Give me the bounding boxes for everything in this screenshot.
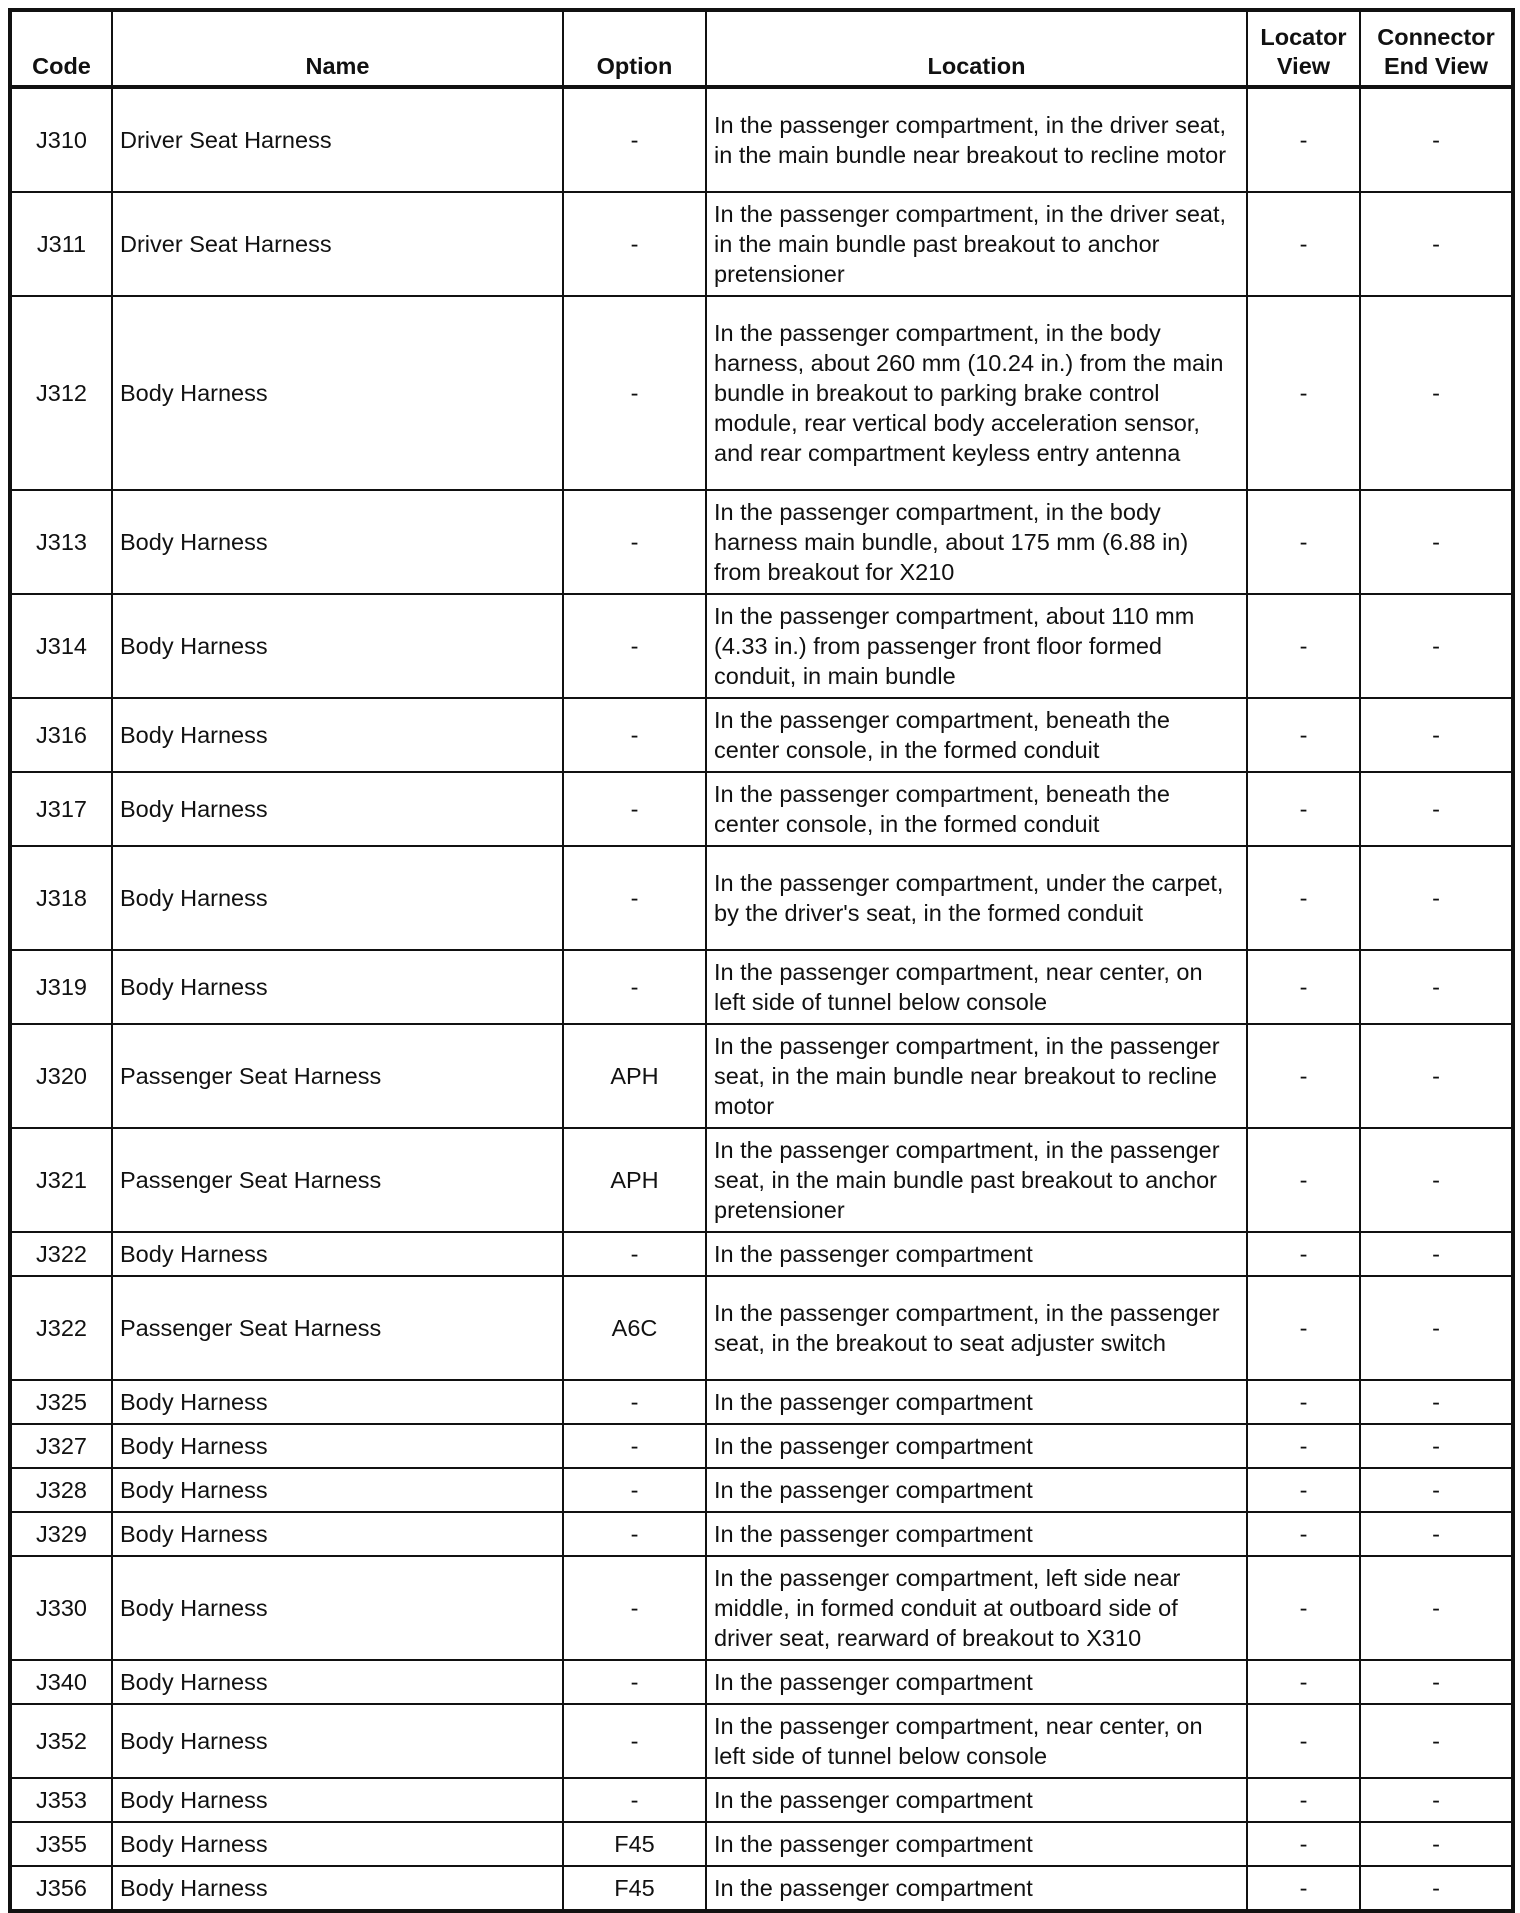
cell-name: Body Harness [112,1778,563,1822]
cell-name: Body Harness [112,594,563,698]
table-row [10,846,1513,950]
cell-connector-end-view: - [1360,594,1513,698]
cell-option: - [563,1468,706,1512]
cell-code: J318 [10,846,112,950]
cell-name: Driver Seat Harness [112,192,563,296]
table-row [10,1778,1513,1822]
cell-locator-view: - [1247,1468,1360,1512]
table-row [10,1822,1513,1866]
cell-name: Body Harness [112,1468,563,1512]
table-row [10,950,1513,1024]
cell-location: In the passenger compartment, under the carpet, by the driver's seat, in the formed conduit [706,846,1247,950]
cell-option: - [563,1232,706,1276]
cell-code: J320 [10,1024,112,1128]
cell-option: - [563,1424,706,1468]
cell-location: In the passenger compartment, in the passenger seat, in the main bundle past breakout to anchor pretensioner [706,1128,1247,1232]
connector-table-container [8,8,1511,1913]
cell-code: J321 [10,1128,112,1232]
cell-locator-view: - [1247,87,1360,192]
cell-location: In the passenger compartment [706,1232,1247,1276]
cell-code: J314 [10,594,112,698]
table-row [10,490,1513,594]
cell-code: J353 [10,1778,112,1822]
cell-location: In the passenger compartment [706,1660,1247,1704]
cell-name: Body Harness [112,1660,563,1704]
table-row [10,1024,1513,1128]
table-row [10,772,1513,846]
cell-locator-view: - [1247,698,1360,772]
header-locator-view-line2: View [1276,53,1331,79]
table-header-row [10,10,1513,87]
cell-code: J340 [10,1660,112,1704]
cell-location: In the passenger compartment, beneath the center console, in the formed conduit [706,698,1247,772]
cell-name: Passenger Seat Harness [112,1128,563,1232]
cell-code: J311 [10,192,112,296]
cell-locator-view: - [1247,1380,1360,1424]
cell-locator-view: - [1247,950,1360,1024]
table-row [10,1380,1513,1424]
cell-name: Body Harness [112,1380,563,1424]
cell-code: J319 [10,950,112,1024]
cell-name: Body Harness [112,950,563,1024]
cell-locator-view: - [1247,1660,1360,1704]
cell-connector-end-view: - [1360,846,1513,950]
cell-name: Body Harness [112,1556,563,1660]
cell-option: F45 [563,1866,706,1911]
table-row [10,1660,1513,1704]
cell-location: In the passenger compartment, in the driver seat, in the main bundle past breakout to anchor pretensioner [706,192,1247,296]
table-row [10,1276,1513,1380]
cell-option: - [563,1704,706,1778]
cell-code: J317 [10,772,112,846]
table-row [10,1468,1513,1512]
table-row [10,1232,1513,1276]
table-row [10,594,1513,698]
cell-locator-view: - [1247,846,1360,950]
table-row [10,1512,1513,1556]
cell-option: - [563,772,706,846]
cell-connector-end-view: - [1360,1866,1513,1911]
cell-option: - [563,192,706,296]
table-row [10,698,1513,772]
table-row [10,1556,1513,1660]
cell-locator-view: - [1247,296,1360,490]
cell-code: J328 [10,1468,112,1512]
cell-option: - [563,1778,706,1822]
cell-code: J313 [10,490,112,594]
cell-option: APH [563,1024,706,1128]
cell-connector-end-view: - [1360,1468,1513,1512]
cell-option: APH [563,1128,706,1232]
cell-code: J322 [10,1232,112,1276]
cell-connector-end-view: - [1360,1024,1513,1128]
cell-locator-view: - [1247,1232,1360,1276]
cell-location: In the passenger compartment, in the passenger seat, in the main bundle near breakout to recline motor [706,1024,1247,1128]
cell-option: - [563,950,706,1024]
cell-location: In the passenger compartment, in the body harness main bundle, about 175 mm (6.88 in) from breakout for X210 [706,490,1247,594]
table-row [10,192,1513,296]
cell-connector-end-view: - [1360,1660,1513,1704]
cell-name: Body Harness [112,1822,563,1866]
cell-code: J356 [10,1866,112,1911]
table-row [10,1128,1513,1232]
cell-name: Body Harness [112,698,563,772]
cell-name: Body Harness [112,1866,563,1911]
cell-locator-view: - [1247,192,1360,296]
cell-name: Driver Seat Harness [112,87,563,192]
cell-connector-end-view: - [1360,698,1513,772]
cell-connector-end-view: - [1360,1822,1513,1866]
cell-code: J325 [10,1380,112,1424]
cell-locator-view: - [1247,594,1360,698]
cell-location: In the passenger compartment, left side near middle, in formed conduit at outboard side of driver seat, rearward of breakout to X310 [706,1556,1247,1660]
cell-name: Body Harness [112,846,563,950]
cell-location: In the passenger compartment [706,1424,1247,1468]
cell-code: J330 [10,1556,112,1660]
cell-connector-end-view: - [1360,1424,1513,1468]
table-row [10,87,1513,192]
cell-name: Body Harness [112,1232,563,1276]
cell-location: In the passenger compartment [706,1512,1247,1556]
cell-name: Body Harness [112,296,563,490]
cell-connector-end-view: - [1360,87,1513,192]
cell-location: In the passenger compartment, about 110 mm (4.33 in.) from passenger front floor formed conduit, in main bundle [706,594,1247,698]
cell-code: J312 [10,296,112,490]
cell-code: J310 [10,87,112,192]
cell-locator-view: - [1247,1128,1360,1232]
table-row [10,1424,1513,1468]
cell-name: Body Harness [112,772,563,846]
cell-option: A6C [563,1276,706,1380]
cell-code: J316 [10,698,112,772]
cell-option: - [563,846,706,950]
table-row [10,296,1513,490]
cell-locator-view: - [1247,1822,1360,1866]
cell-connector-end-view: - [1360,1778,1513,1822]
cell-option: - [563,490,706,594]
cell-locator-view: - [1247,1424,1360,1468]
cell-code: J352 [10,1704,112,1778]
header-connector-end-view-line2: End View [1383,53,1489,79]
header-connector-end-view-line1: Connector [1377,24,1495,50]
table-body [10,87,1513,1911]
cell-location: In the passenger compartment [706,1866,1247,1911]
cell-connector-end-view: - [1360,1556,1513,1660]
cell-code: J329 [10,1512,112,1556]
cell-locator-view: - [1247,1866,1360,1911]
cell-option: - [563,1660,706,1704]
cell-code: J322 [10,1276,112,1380]
cell-location: In the passenger compartment [706,1822,1247,1866]
cell-connector-end-view: - [1360,950,1513,1024]
header-connector-end-view [1360,10,1513,87]
cell-connector-end-view: - [1360,296,1513,490]
cell-connector-end-view: - [1360,192,1513,296]
cell-location: In the passenger compartment [706,1778,1247,1822]
cell-locator-view: - [1247,490,1360,594]
cell-locator-view: - [1247,1276,1360,1380]
cell-location: In the passenger compartment [706,1380,1247,1424]
header-locator-view [1247,10,1360,87]
cell-location: In the passenger compartment, in the passenger seat, in the breakout to seat adjuster switch [706,1276,1247,1380]
connector-table [8,8,1515,1913]
cell-location: In the passenger compartment, beneath the center console, in the formed conduit [706,772,1247,846]
cell-location: In the passenger compartment [706,1468,1247,1512]
cell-name: Body Harness [112,490,563,594]
cell-option: - [563,1512,706,1556]
cell-location: In the passenger compartment, near center, on left side of tunnel below console [706,1704,1247,1778]
cell-connector-end-view: - [1360,1380,1513,1424]
cell-name: Body Harness [112,1512,563,1556]
cell-name: Passenger Seat Harness [112,1024,563,1128]
cell-option: - [563,1556,706,1660]
cell-option: - [563,698,706,772]
header-name: Name [112,10,563,87]
cell-locator-view: - [1247,772,1360,846]
cell-connector-end-view: - [1360,772,1513,846]
header-option: Option [563,10,706,87]
header-locator-view-line1: Locator [1260,24,1347,50]
cell-option: - [563,594,706,698]
header-location: Location [706,10,1247,87]
cell-location: In the passenger compartment, in the driver seat, in the main bundle near breakout to recline motor [706,87,1247,192]
cell-option: - [563,1380,706,1424]
cell-connector-end-view: - [1360,1232,1513,1276]
cell-connector-end-view: - [1360,1276,1513,1380]
header-code: Code [10,10,112,87]
cell-connector-end-view: - [1360,1128,1513,1232]
cell-locator-view: - [1247,1556,1360,1660]
table-row [10,1704,1513,1778]
cell-connector-end-view: - [1360,490,1513,594]
cell-location: In the passenger compartment, near center, on left side of tunnel below console [706,950,1247,1024]
cell-option: - [563,87,706,192]
cell-name: Body Harness [112,1424,563,1468]
cell-location: In the passenger compartment, in the body harness, about 260 mm (10.24 in.) from the main bundle in breakout to parking brake control module, rear vertical body acceleration sensor, and rear compartment keyless entry antenna [706,296,1247,490]
cell-option: - [563,296,706,490]
cell-locator-view: - [1247,1024,1360,1128]
cell-name: Passenger Seat Harness [112,1276,563,1380]
table-row [10,1866,1513,1911]
cell-option: F45 [563,1822,706,1866]
cell-name: Body Harness [112,1704,563,1778]
cell-code: J355 [10,1822,112,1866]
cell-locator-view: - [1247,1704,1360,1778]
cell-code: J327 [10,1424,112,1468]
cell-connector-end-view: - [1360,1512,1513,1556]
cell-connector-end-view: - [1360,1704,1513,1778]
cell-locator-view: - [1247,1778,1360,1822]
cell-locator-view: - [1247,1512,1360,1556]
